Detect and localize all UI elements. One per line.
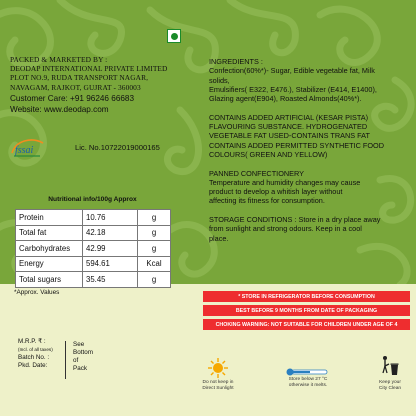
nutrient-value: 594.61 (83, 256, 138, 272)
packer-line: NAVAGAM, RAJKOT, GUJRAT - 360003 (10, 82, 141, 92)
panned-line: product to develop a whitish layer without (209, 187, 343, 197)
mrp-sub: (Incl. of all taxes) (18, 347, 53, 352)
nutrient-value: 10.76 (83, 210, 138, 226)
caption-line: Do not keep in (202, 380, 234, 385)
nutrient-name: Total fat (16, 225, 83, 241)
nutrient-name: Energy (16, 256, 83, 272)
ingredients-line: Confection(60%*)- Sugar, Edible vegetable fat, Milk (209, 66, 375, 76)
see-line: Pack (73, 365, 87, 372)
nutrient-unit: g (138, 241, 171, 257)
website: Website: www.deodap.com (10, 105, 109, 114)
packer-line: DEODAP INTERNATIONAL PRIVATE LIMITED (10, 64, 168, 74)
bin-caption (370, 380, 410, 392)
ingredients-panel (209, 57, 409, 252)
thermometer-icon (286, 363, 328, 371)
warning-line: VEGETABLE FAT USED-CONTAINS TRANS FAT (209, 131, 370, 141)
dustbin-icon (381, 355, 399, 377)
panned-heading: PANNED CONFECTIONERY (209, 168, 305, 178)
sun-icon (208, 358, 228, 378)
approx-note: *Approx. Values (14, 289, 60, 296)
best-before-banner: BEST BEFORE 9 MONTHS FROM DATE OF PACKAGING (203, 305, 410, 316)
table-row (16, 241, 171, 257)
mrp-block (18, 338, 53, 370)
nutrient-name: Protein (16, 210, 83, 226)
storage-section (209, 215, 409, 243)
refrigerator-banner: * STORE IN REFRIGERATOR BEFORE CONSUMPTION (203, 291, 410, 302)
see-bottom-note (65, 341, 93, 379)
caption-line: Store below 27 °C (288, 377, 328, 382)
nutrient-unit: g (138, 210, 171, 226)
nutrition-table (15, 209, 171, 288)
warning-line: CONTAINS ADDED ARTIFICIAL (KESAR PISTA) (209, 112, 369, 122)
packer-address (10, 55, 200, 92)
nutrient-value: 35.45 (83, 272, 138, 288)
nutrition-title: Nutritional info/100g Approx (48, 196, 137, 203)
warning-line: COLOURS( GREEN AND YELLOW) (209, 149, 328, 159)
see-line: Bottom (73, 349, 93, 356)
table-row (16, 272, 171, 288)
ingredients-line: Emulsifiers( E322, E476.), Stabilizer (E414, E1400), (209, 84, 377, 94)
batch-label: Batch No. : (18, 354, 50, 361)
table-row (16, 225, 171, 241)
nutrient-value: 42.99 (83, 241, 138, 257)
ingredients-line: solids, (209, 75, 230, 85)
date-label: Pkd. Date: (18, 362, 48, 369)
caption-line: Direct Sunlight (202, 386, 234, 391)
panned-line: affecting its fitness for consumption. (209, 196, 325, 206)
caption-line: City Clean (378, 386, 402, 391)
warnings-section (209, 113, 409, 159)
nutrient-unit: g (138, 272, 171, 288)
see-line: of (73, 357, 79, 364)
ingredients-heading: INGREDIENTS : (209, 57, 263, 66)
fssai-logo-text: fssai (15, 145, 34, 156)
nutrient-unit: g (138, 225, 171, 241)
sun-caption (194, 380, 242, 392)
temperature-caption (280, 377, 336, 389)
nutrient-value: 42.18 (83, 225, 138, 241)
packer-line: PACKED & MARKETED BY : (10, 55, 108, 64)
packer-line: PLOT NO.9, RUDA TRANSPORT NAGAR, (10, 73, 149, 83)
warning-line: FLAVOURING SUBSTANCE. HYDROGENATED (209, 122, 368, 132)
table-row (16, 256, 171, 272)
warning-line: CONTAINS ADDED PERMITTED SYNTHETIC FOOD (209, 140, 385, 150)
fssai-logo-icon (10, 137, 46, 159)
choking-warning-banner: CHOKING WARNING: NOT SUITABLE FOR CHILDREN UNDER AGE OF 4 (203, 319, 410, 330)
nutrient-name: Total sugars (16, 272, 83, 288)
caption-line: otherwise it melts. (288, 383, 328, 388)
storage-line: STORAGE CONDITIONS : Store in a dry place away (209, 215, 381, 225)
storage-line: place. (209, 233, 229, 243)
fssai-license: Lic. No.10722019000165 (75, 143, 160, 152)
veg-mark-icon (167, 29, 181, 43)
nutrient-unit: Kcal (138, 256, 171, 272)
see-line: See (73, 341, 85, 348)
caption-line: Keep your (379, 380, 401, 385)
mrp-label: M.R.P. ₹ : (18, 338, 46, 345)
ingredients-section (209, 57, 409, 103)
ingredients-line: Glazing agent(E904), Roasted Almonds(40%*). (209, 94, 362, 104)
nutrient-name: Carbohydrates (16, 241, 83, 257)
cream-panel (0, 284, 416, 416)
panned-line: Temperature and humidity changes may cause (209, 177, 361, 187)
table-row (16, 210, 171, 226)
storage-line: from sunlight and strong odours. Keep in a cool (209, 224, 362, 234)
customer-care: Customer Care: +91 96246 66683 (10, 94, 135, 103)
panned-section (209, 169, 409, 206)
